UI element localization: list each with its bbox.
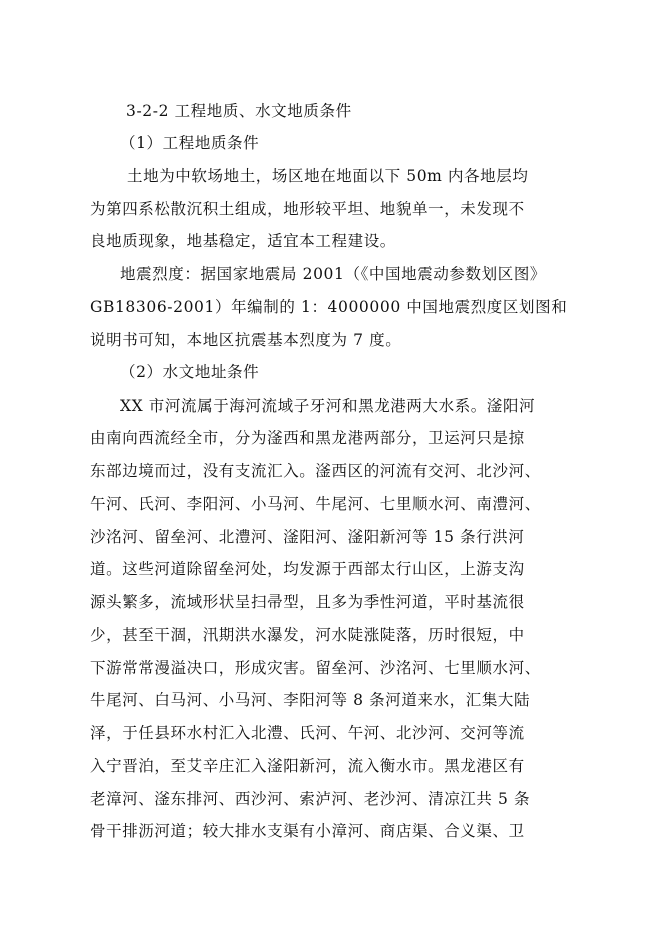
paragraph-line: XX 市河流属于海河流域子牙河和黑龙港两大水系。滏阳河 [120, 397, 536, 415]
paragraph-line: 说明书可知，本地区抗震基本烈度为 7 度。 [90, 331, 402, 349]
paragraph-line: 沙洺河、留垒河、北澧河、滏阳河、滏阳新河等 15 条行洪河 [90, 528, 525, 546]
paragraph-line: 下游常常漫溢决口，形成灾害。留垒河、沙洺河、七里顺水河、 [90, 659, 541, 677]
paragraph-line: 源头繁多，流域形状呈扫帚型，且多为季性河道，平时基流很 [90, 593, 525, 611]
paragraph-line: 骨干排沥河道；较大排水支渠有小漳河、商店渠、合义渠、卫 [90, 822, 525, 840]
paragraph-line: 泽，于任县环水村汇入北澧、氏河、午河、北沙河、交河等流 [90, 724, 525, 742]
paragraph-line: 牛尾河、白马河、小马河、李阳河等 8 条河道来水，汇集大陆 [90, 691, 531, 709]
subheading-geology: （1）工程地质条件 [120, 134, 260, 152]
paragraph-line: GB18306-2001）年编制的 1：4000000 中国地震烈度区划图和 [90, 298, 568, 316]
paragraph-line: 土地为中软场地土，场区地在地面以下 50m 内各地层均 [127, 167, 529, 185]
paragraph-line: 为第四系松散沉积土组成，地形较平坦、地貌单一，未发现不 [90, 200, 525, 218]
paragraph-line: 由南向西流经全市，分为滏西和黑龙港两部分，卫运河只是掠 [90, 429, 525, 447]
paragraph-line: 老漳河、滏东排河、西沙河、索泸河、老沙河、清凉江共 5 条 [90, 790, 531, 808]
paragraph-line: 东部边境而过，没有支流汇入。滏西区的河流有交河、北沙河、 [90, 462, 541, 480]
paragraph-line: 道。这些河道除留垒河处，均发源于西部太行山区，上游支沟 [90, 560, 525, 578]
paragraph-line: 午河、氏河、李阳河、小马河、牛尾河、七里顺水河、南澧河、 [90, 495, 541, 513]
paragraph-line: 地震烈度：据国家地震局 2001（《中国地震动参数划区图》 [120, 265, 547, 283]
paragraph-line: 入宁晋泊，至艾辛庄汇入滏阳新河，流入衡水市。黑龙港区有 [90, 757, 525, 775]
paragraph-line: 少，甚至干涸，汛期洪水瀑发，河水陡涨陡落，历时很短，中 [90, 626, 525, 644]
section-heading: 3-2-2 工程地质、水文地质条件 [126, 102, 352, 120]
subheading-hydro: （2）水文地址条件 [120, 363, 260, 381]
paragraph-line: 良地质现象，地基稳定，适宜本工程建设。 [90, 232, 396, 250]
